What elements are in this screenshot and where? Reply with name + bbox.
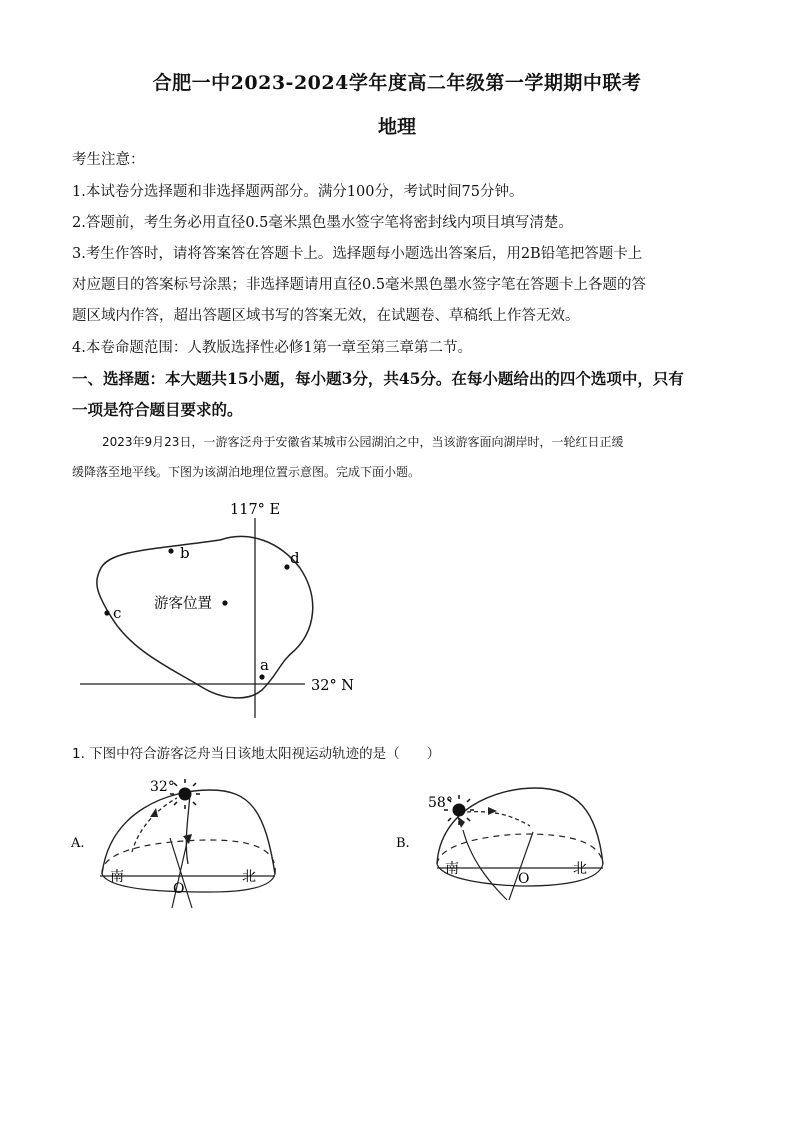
option-a-letter: A. (71, 836, 85, 851)
subject-title: 地理 (377, 116, 416, 138)
option-a-vertical-line-1 (170, 838, 192, 908)
option-b-origin: O (518, 871, 530, 887)
point-c-label: c (113, 604, 122, 622)
option-b-angle: 58° (428, 795, 453, 811)
option-b-south: 南 (445, 861, 459, 877)
option-b-north: 北 (573, 861, 587, 877)
notice-item-3-cont-2: 题区域内作答，超出答题区域书写的答案无效，在试题卷、草稿纸上作答无效。 (72, 308, 580, 324)
point-a-label: a (260, 656, 269, 674)
option-b-arrow-left (457, 816, 465, 828)
option-b-sun-path-solid (463, 830, 507, 900)
option-a-arrow-up (150, 808, 158, 817)
option-b-arrow-right (488, 807, 497, 815)
point-d-dot (284, 564, 289, 569)
section-heading: 一、选择题：本大题共15小题，每小题3分，共45分。在每小题给出的四个选项中，只有 (72, 369, 684, 388)
section-heading-cont: 一项是符合题目要求的。 (72, 400, 243, 419)
notice-heading: 考生注意： (72, 152, 145, 168)
lake-map (0, 490, 794, 730)
point-b-dot (168, 548, 173, 553)
point-d-label: d (290, 549, 300, 567)
option-a-south: 南 (110, 869, 124, 885)
option-a-sun-path-solid (186, 794, 190, 864)
point-c-dot (104, 610, 109, 615)
option-a-sky-dome (102, 790, 275, 874)
option-a-angle: 32° (150, 779, 175, 795)
exam-title: 合肥一中2023-2024学年度高二年级第一学期期中联考 (152, 72, 642, 94)
lake-outline (97, 536, 313, 697)
option-a-north: 北 (242, 869, 256, 885)
option-a-sun-path-dashed (132, 798, 177, 852)
question-1-text: 1. 下图中符合游客泛舟当日该地太阳视运动轨迹的是（ ） (72, 746, 441, 762)
latitude-label: 32° N (311, 678, 354, 694)
option-b-letter: B. (396, 836, 410, 851)
longitude-label: 117° E (230, 502, 281, 518)
notice-item-3: 3.考生作答时，请将答案答在答题卡上。选择题每小题选出答案后，用2B铅笔把答题卡上 (72, 246, 643, 262)
notice-item-2: 2.答题前，考生务必用直径0.5毫米黑色墨水签字笔将密封线内项目填写清楚。 (72, 215, 573, 231)
notice-item-4: 4.本卷命题范围：人教版选择性必修1第一章至第三章第二节。 (72, 340, 473, 356)
option-b-vertical-line (509, 832, 533, 900)
option-b-horizon-back (437, 834, 603, 864)
tourist-position-dot (222, 600, 227, 605)
notice-item-1: 1.本试卷分选择题和非选择题两部分。满分100分，考试时间75分钟。 (72, 184, 524, 200)
tourist-position-label: 游客位置 (154, 596, 212, 612)
option-a-diagram[interactable] (60, 770, 320, 920)
point-b-label: b (180, 544, 190, 562)
option-b-diagram[interactable] (385, 770, 625, 920)
notice-item-3-cont-1: 对应题目的答案标号涂黑；非选择题请用直径0.5毫米黑色墨水签字笔在答题卡上各题的答 (72, 277, 647, 293)
passage-line-2: 缓降落至地平线。下图为该湖泊地理位置示意图。完成下面小题。 (72, 465, 421, 479)
option-a-origin: O (173, 881, 185, 897)
option-b-sun-path-dashed (467, 812, 530, 826)
point-a-dot (259, 674, 264, 679)
option-a-vertical-line-2 (172, 838, 188, 908)
passage-line-1: 2023年9月23日，一游客泛舟于安徽省某城市公园湖泊之中，当该游客面向湖岸时，一轮红日正缓 (102, 435, 624, 449)
